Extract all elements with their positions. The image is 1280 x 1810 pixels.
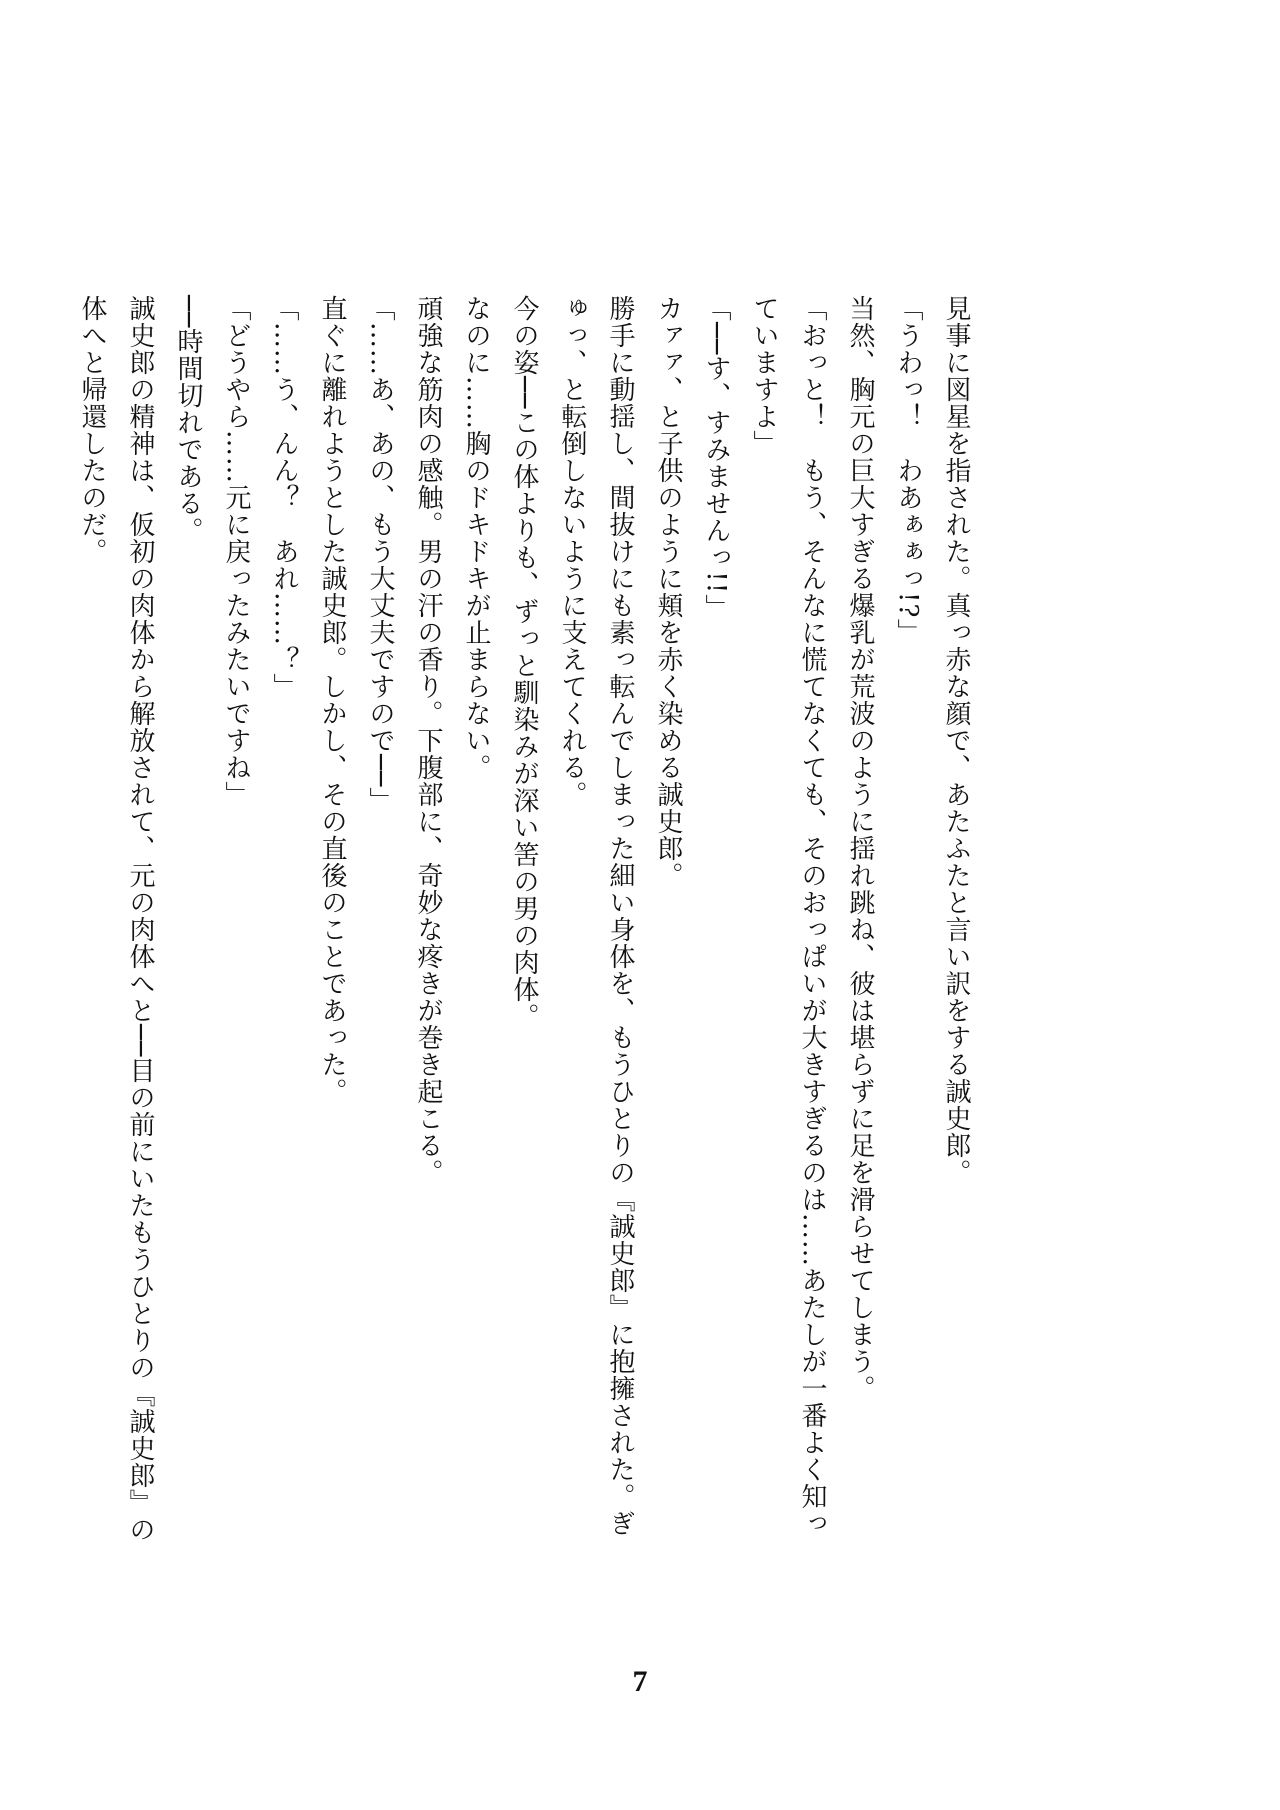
text-line: 直ぐに離れようとした誠史郎。しかし、その直後のことであった。 [317, 295, 347, 1105]
text-line: ──時間切れである。 [173, 295, 203, 545]
page-number: 7 [632, 1665, 648, 1698]
text-line: なのに……胸のドキドキが止まらない。 [461, 295, 491, 781]
text-line: カァァ、と子供のように頬を赤く染める誠史郎。 [653, 295, 683, 889]
text-line: 頑強な筋肉の感触。男の汗の香り。下腹部に、奇妙な疼きが巻き起こる。 [413, 295, 443, 1186]
text-line: 「おっと！ もう、そんなに慌てなくても、そのおっぱいが大きすぎるのは……あたしが一番よく知っていますよ」 [749, 295, 827, 1537]
vertical-text-body [68, 295, 980, 1550]
text-line: 今の姿──この体よりも、ずっと馴染みが深い筈の男の肉体。 [509, 295, 539, 1031]
text-line: 「……う、んん？ あれ……？」 [269, 295, 299, 700]
text-line: 「どうやら……元に戻ったみたいですね」 [221, 295, 251, 808]
text-line: 「うわっ！ わあぁぁっ!?」 [893, 295, 923, 646]
text-line: 「──す、すみませんっ!!」 [701, 295, 731, 622]
text-line: 誠史郎の精神は、仮初の肉体から解放されて、元の肉体へと──目の前にいたもうひとりの『誠史郎』の体へと帰還したのだ。 [77, 295, 155, 1544]
text-line: 勝手に動揺し、間抜けにも素っ転んでしまった細い身体を、もうひとりの『誠史郎』に抱擁された。ぎゅっ、と転倒しないように支えてくれる。 [557, 295, 635, 1537]
text-line: 「……あ、あの、もう大丈夫ですので──」 [365, 295, 395, 815]
text-line: 当然、胸元の巨大すぎる爆乳が荒波のように揺れ跳ね、彼は堪らずに足を滑らせてしまう。 [845, 295, 875, 1402]
text-line: 見事に図星を指された。真っ赤な顔で、あたふたと言い訳をする誠史郎。 [941, 295, 971, 1186]
